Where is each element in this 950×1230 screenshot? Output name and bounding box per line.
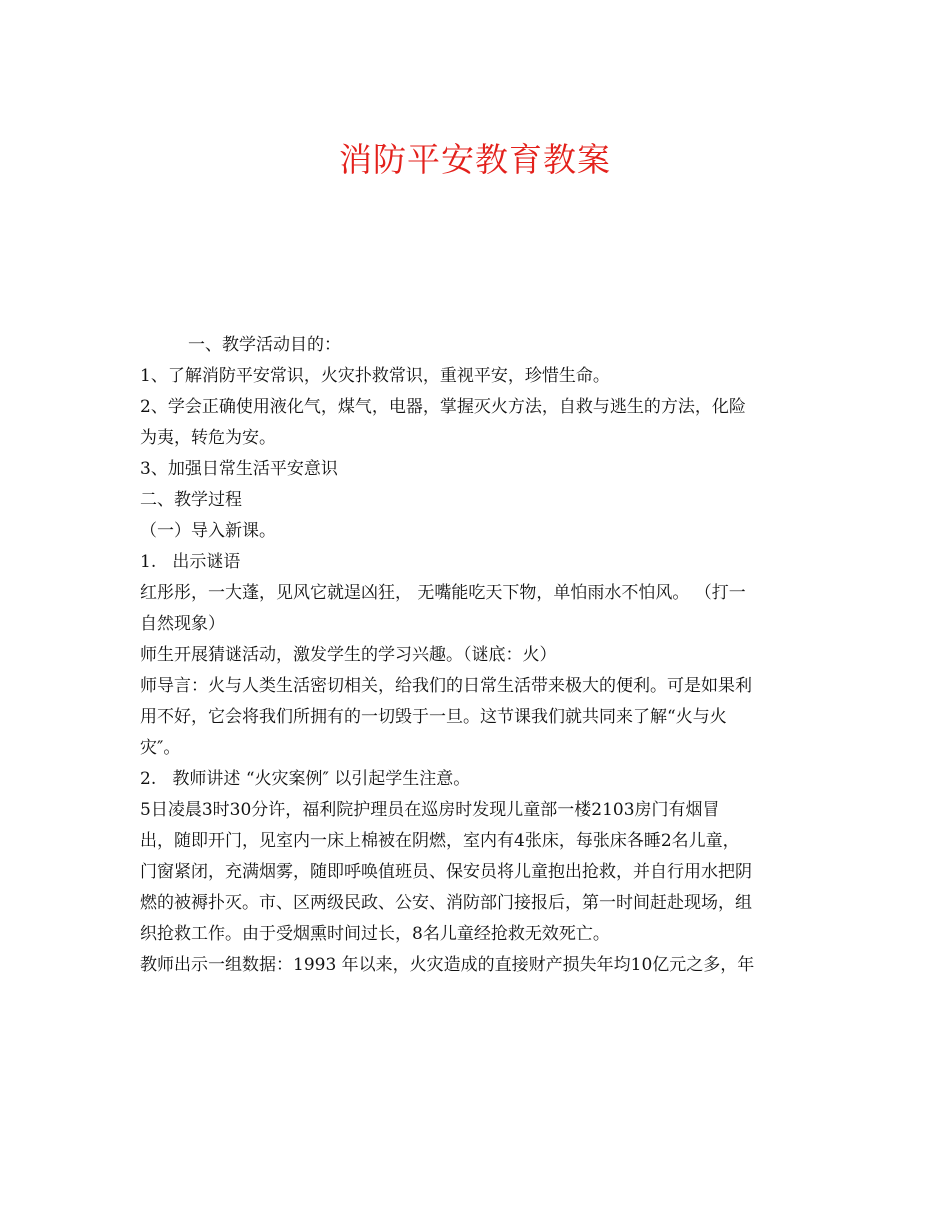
section-heading-objectives: 一、教学活动目的： bbox=[188, 335, 341, 355]
paragraph-line: 红彤彤，一大蓬，见风它就逞凶狂， 无嘴能吃天下物，单怕雨水不怕风。 （打一 bbox=[140, 583, 746, 603]
paragraph-line: 用不好，它会将我们所拥有的一切毁于一旦。这节课我们就共同来了解“火与火 bbox=[140, 707, 727, 727]
paragraph-line: 自然现象） bbox=[140, 614, 225, 634]
paragraph-line: 2. 教师讲述 “火灾案例″ 以引起学生注意。 bbox=[140, 769, 471, 789]
paragraph-line: 2、学会正确使用液化气，煤气，电器，掌握灭火方法，自救与逃生的方法，化险 bbox=[140, 397, 746, 417]
paragraph-line: 1. 出示谜语 bbox=[140, 552, 241, 572]
paragraph-line: 灾″。 bbox=[140, 738, 181, 758]
paragraph-line: 教师出示一组数据：1993 年以来，火灾造成的直接财产损失年均10亿元之多，年 bbox=[140, 955, 755, 975]
section-heading-process: 二、教学过程 bbox=[140, 490, 242, 510]
paragraph-line: 师生开展猜谜活动，激发学生的学习兴趣。（谜底：火） bbox=[140, 645, 557, 665]
paragraph-line: 门窗紧闭，充满烟雾，随即呼唤值班员、保安员将儿童抱出抢救，并自行用水把阴 bbox=[140, 862, 752, 882]
paragraph-line: 出，随即开门，见室内一床上棉被在阴燃，室内有4张床，每张床各睡2名儿童， bbox=[140, 831, 740, 851]
paragraph-line: 燃的被褥扑灭。市、区两级民政、公安、消防部门接报后，第一时间赶赴现场，组 bbox=[140, 893, 752, 913]
paragraph-line: 师导言：火与人类生活密切相关，给我们的日常生活带来极大的便利。可是如果利 bbox=[140, 676, 752, 696]
paragraph-line: 5日凌晨3时30分许，福利院护理员在巡房时发现儿童部一楼2103房门有烟冒 bbox=[140, 800, 720, 820]
paragraph-line: 1、了解消防平安常识，火灾扑救常识，重视平安，珍惜生命。 bbox=[140, 366, 610, 386]
paragraph-line: 织抢救工作。由于受烟熏时间过长，8名儿童经抢救无效死亡。 bbox=[140, 924, 610, 944]
paragraph-line: 3、加强日常生活平安意识 bbox=[140, 459, 338, 479]
page-title: 消防平安教育教案 bbox=[339, 140, 611, 179]
subsection-heading: （一）导入新课。 bbox=[140, 521, 276, 541]
document-body bbox=[140, 330, 820, 981]
paragraph-line: 为夷，转危为安。 bbox=[140, 428, 276, 448]
